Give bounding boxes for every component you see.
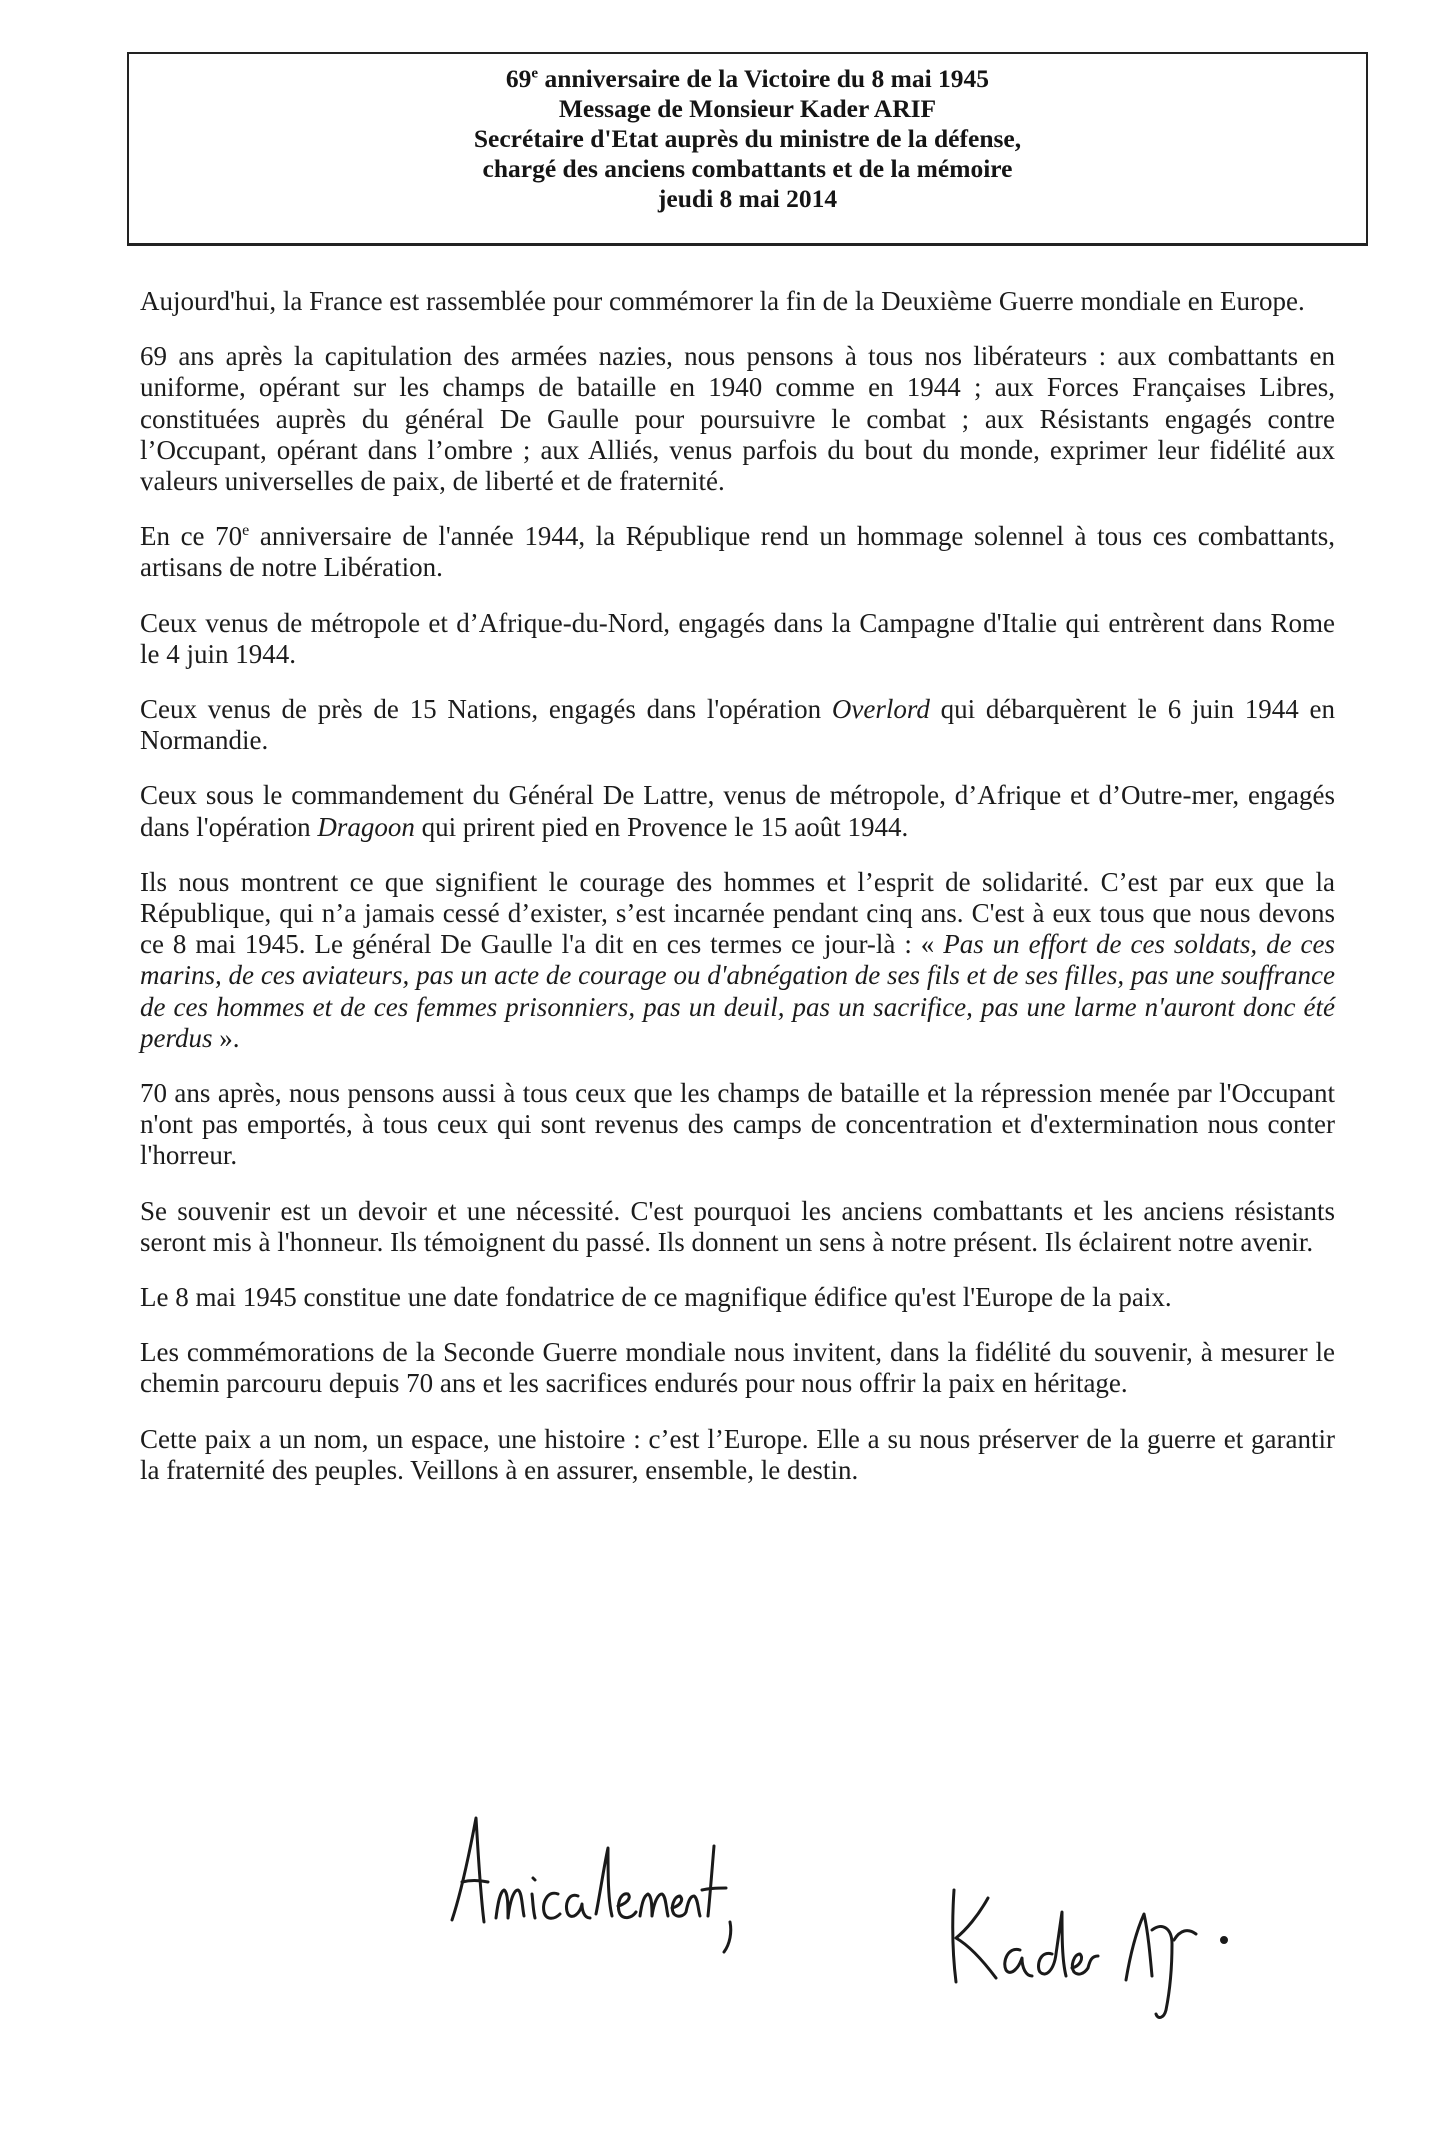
title-line-3: Secrétaire d'Etat auprès du ministre de la défense, bbox=[473, 124, 1022, 153]
paragraph-5: Ceux venus de près de 15 Nations, engagés dans l'opération Overlord qui débarquèrent le 6 juin 1944 en Normandie. bbox=[140, 694, 1335, 756]
paragraph-7: Ils nous montrent ce que signifient le courage des hommes et l’esprit de solidarité. C’est par eux que la République, qui n’a jamais cessé d’exister, s’est incarnée pendant cinq ans. C'est à eux tous que nous devons ce 8 mai 1945. Le général De Gaulle l'a dit en ces termes ce jour-là : « Pas un effort de ces soldats, de ces marins, de ces aviateurs, pas un acte de courage ou d'abnégation de ses fils et de ses filles, pas une souffrance de ces hommes et de ces femmes prisonniers, pas un deuil, pas un sacrifice, pas une larme n'auront donc été perdus ». bbox=[140, 866, 1335, 1053]
paragraph-10: Le 8 mai 1945 constitue une date fondatrice de ce magnifique édifice qu'est l'Europe de la paix. bbox=[140, 1282, 1172, 1313]
title-line-4: chargé des anciens combattants et de la mémoire bbox=[482, 154, 1013, 183]
title-line-2: Message de Monsieur Kader ARIF bbox=[558, 94, 937, 123]
paragraph-8: 70 ans après, nous pensons aussi à tous ceux que les champs de bataille et la répression menée par l'Occupant n'ont pas emportés, à tous ceux qui sont revenus des camps de concentration et d'extermination nous conter l'horreur. bbox=[140, 1078, 1335, 1171]
message-body bbox=[140, 286, 1335, 1510]
paragraph-9: Se souvenir est un devoir et une nécessité. C'est pourquoi les anciens combattants et les anciens résistants seront mis à l'honneur. Ils témoignent du passé. Ils donnent un sens à notre présent. Ils éclairent notre avenir. bbox=[140, 1195, 1335, 1257]
paragraph-2: 69 ans après la capitulation des armées nazies, nous pensons à tous nos libérateurs : aux combattants en uniforme, opérant sur les champs de bataille en 1940 comme en 1944 ; aux Forces Françaises Libres, constituées auprès du général De Gaulle pour poursuivre le combat ; aux Résistants engagés contre l’Occupant, opérant dans l’ombre ; aux Alliés, venus parfois du bout du monde, exprimer leur fidélité aux valeurs universelles de paix, de liberté et de fraternité. bbox=[140, 341, 1335, 497]
paragraph-12: Cette paix a un nom, un espace, une histoire : c’est l’Europe. Elle a su nous préserver de la guerre et garantir la fraternité des peuples. Veillons à en assurer, ensemble, le destin. bbox=[140, 1423, 1335, 1485]
paragraph-3: En ce 70e anniversaire de l'année 1944, la République rend un hommage solennel à tous ces combattants, artisans de notre Libération. bbox=[140, 521, 1335, 583]
title-line-5: jeudi 8 mai 2014 bbox=[657, 184, 838, 213]
paragraph-4: Ceux venus de métropole et d’Afrique-du-Nord, engagés dans la Campagne d'Italie qui entrèrent dans Rome le 4 juin 1944. bbox=[140, 607, 1335, 669]
title-line-1: 69e anniversaire de la Victoire du 8 mai 1945 bbox=[505, 64, 990, 93]
paragraph-1: Aujourd'hui, la France est rassemblée pour commémorer la fin de la Deuxième Guerre mondiale en Europe. bbox=[140, 286, 1305, 316]
paragraph-6: Ceux sous le commandement du Général De Lattre, venus de métropole, d’Afrique et d’Outre-mer, engagés dans l'opération Dragoon qui prirent pied en Provence le 15 août 1944. bbox=[140, 780, 1335, 842]
handwritten-signature bbox=[940, 1870, 1250, 2020]
handwritten-closing bbox=[440, 1810, 750, 1960]
paragraph-11: Les commémorations de la Seconde Guerre mondiale nous invitent, dans la fidélité du souvenir, à mesurer le chemin parcouru depuis 70 ans et les sacrifices endurés pour nous offrir la paix en héritage. bbox=[140, 1337, 1335, 1399]
title-block bbox=[127, 52, 1368, 246]
